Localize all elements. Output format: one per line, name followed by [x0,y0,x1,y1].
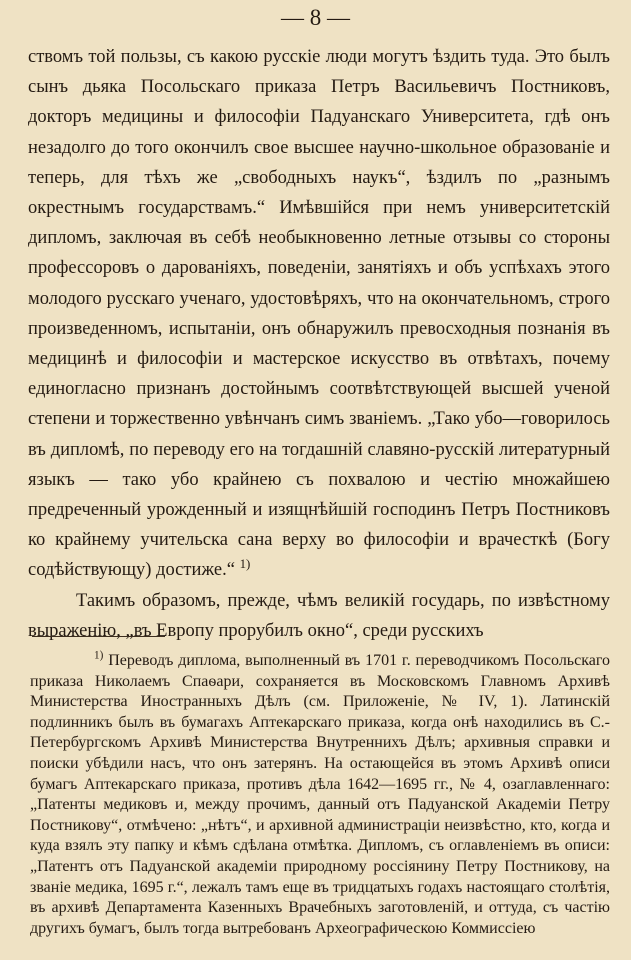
paragraph: Такимъ образомъ, прежде, чѣмъ великій государь, по извѣстному выраженію, „въ Европу прорубилъ окно“, среди русскихъ [28,590,610,641]
footnote-marker: 1) [94,649,104,662]
footnote-text: Переводъ диплома, выполненный въ 1701 г. переводчикомъ Посольскаго приказа Николаемъ Спаѳари, сохраняется въ Московскомъ Главномъ Архивѣ Министерства Иностранныхъ Дѣлъ (см. Приложеніе, № IV, 1). Латинскій подлинникъ былъ въ бумагахъ Аптекарскаго приказа, когда онѣ находились въ С.-Петербургскомъ Архивѣ Министерства Внутреннихъ Дѣлъ; архивныя справки и поиски убѣдили насъ, что онъ затерянъ. На остающейся въ этомъ Архивѣ описи бумагъ Аптекарскаго приказа, противъ дѣла 1642—1695 гг., № 4, озаглавленнаго: „Патенты медиковъ и, между прочимъ, данный отъ Падуанской Академіи Петру Постникову“, отмѣчено: „нѣтъ“, и архивной администраціи неизвѣстно, кто, когда и куда взялъ эту папку и кѣмъ сдѣлана отмѣтка. Дипломъ, съ оглавленіемъ въ описи: „Патентъ отъ Падуанской академіи природному россіянину Петру Постникову, на званіе медика, 1695 г.“, лежалъ тамъ еще въ тридцатыхъ годахъ настоящаго столѣтія, въ архивѣ Департамента Казенныхъ Врачебныхъ заготовленій, и оттуда, съ частію другихъ бумагъ, былъ тогда вытребованъ Археографическою Коммиссіею [30,652,610,937]
page-number: — 8 — [281,5,350,30]
main-text [28,42,610,646]
footnote-reference: 1) [239,556,251,572]
footnote [30,651,610,939]
paragraph [28,42,610,586]
footnote-divider [32,636,165,637]
paragraph-text: ствомъ той пользы, съ какою русскіе люди могутъ ѣздить туда. Это былъ сынъ дьяка Посольскаго приказа Петръ Васильевичъ Постниковъ, докторъ медицины и философіи Падуанскаго Университета, гдѣ онъ незадолго до того окончилъ свое высшее научно-школьное образованіе и теперь, для тѣхъ же „свободныхъ наукъ“, ѣздилъ по „разнымъ окрестнымъ государствамъ.“ Имѣвшійся при немъ университетскій дипломъ, заключая въ себѣ необыкновенно летные отзывы со стороны профессоровъ о дарованіяхъ, поведеніи, занятіяхъ и объ успѣхахъ этого молодого русскаго ученаго, удостовѣряхъ, что на окончательномъ, строго произведенномъ, испытаніи, онъ обнаружилъ превосходныя познанія въ медицинѣ и философіи и мастерское искусство въ отвѣтахъ, почему единогласно признанъ достойнымъ соотвѣтствующей высшей ученой степени и торжественно увѣнчанъ симъ званіемъ. „Тако убо—говорилось въ дипломѣ, по переводу его на тогдашній славяно-русскій литературный языкъ — тако убо крайнею съ похвалою и честію множайшею предреченный урожденный и изящнѣйшій господинъ Петръ Постниковъ ко крайнему учительска сана верху во философіи и врачесткѣ (Богу содѣйствующу) достиже.“ [28,47,610,581]
